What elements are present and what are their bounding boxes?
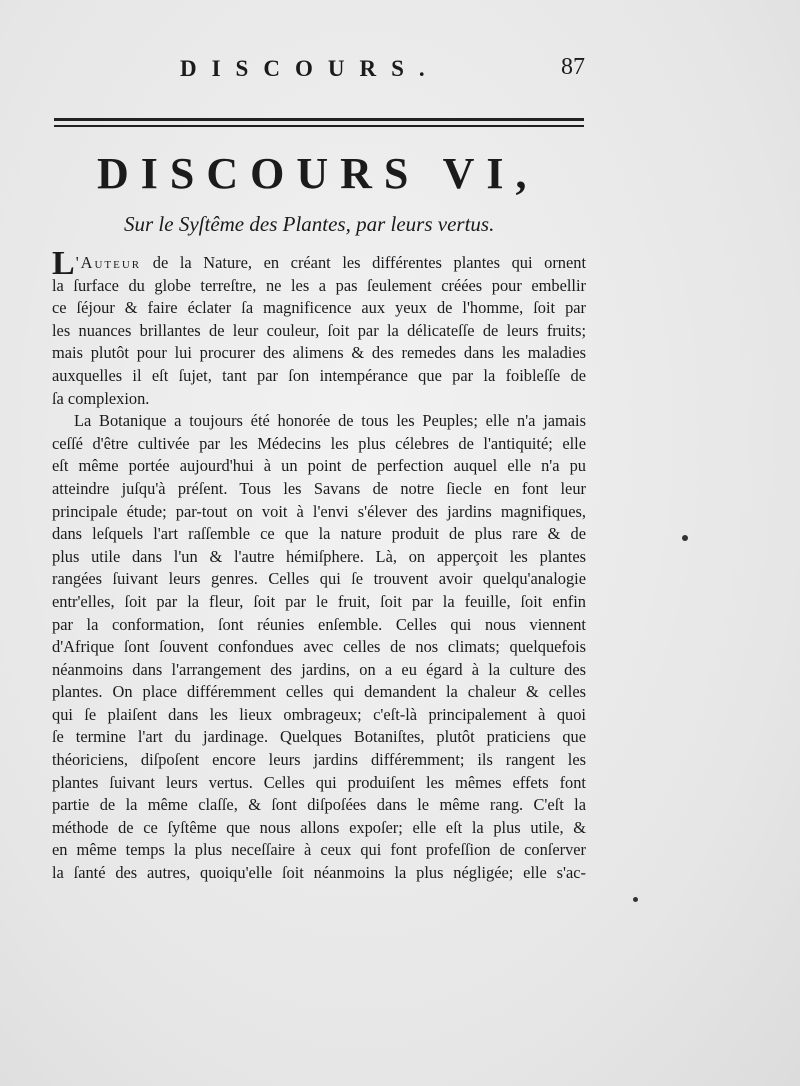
- text-line: plantes ſuivant leurs vertus. Celles qui produiſent les mêmes effets font: [52, 772, 586, 792]
- text-line: la ſanté des autres, quoiqu'elle ſoit néanmoins la plus négligée; elle s'ac-: [52, 863, 586, 883]
- text-line: La Botanique a toujours été honorée de tous les Peuples; elle n'a jamais: [74, 411, 586, 431]
- ink-speck: [682, 535, 688, 541]
- text-line: dans leſquels l'art raſſemble ce que la nature produit de plus rare & de: [52, 524, 586, 544]
- text-line: principale étude; par-tout on voit à l'envi s'élever des jardins magnifiques,: [52, 501, 586, 521]
- text-line: par la conformation, ſont réunies enſemble. Celles qui nous viennent: [52, 614, 586, 634]
- text-line: néanmoins dans l'arrangement des jardins, on a eu égard à la culture des: [52, 659, 586, 679]
- text-line: théoriciens, diſpoſent encore leurs jardins différemment; ils rangent les: [52, 750, 586, 770]
- body-text: [52, 252, 586, 885]
- text-line: les nuances brillantes de leur couleur, ſoit par la délicateſſe de leurs fruits;: [52, 320, 586, 340]
- first-word: 'Auteur: [75, 253, 142, 272]
- page-number: 87: [561, 54, 585, 80]
- chapter-title: DISCOURS VI,: [97, 149, 539, 198]
- text-line: la ſurface du globe terreſtre, ne les a pas ſeulement créées pour embellir: [52, 275, 586, 295]
- text-line: eſt même portée aujourd'hui à un point de perfection auquel elle n'a pu: [52, 456, 586, 476]
- text-line: ſe termine l'art du jardinage. Quelques Botaniſtes, plutôt praticiens que: [52, 727, 586, 747]
- chapter-subtitle: Sur le Syſtême des Plantes, par leurs vertus.: [124, 212, 495, 236]
- text-line: entr'elles, ſoit par la fleur, ſoit par le fruit, ſoit par la feuille, ſoit enfin: [52, 591, 586, 611]
- text-line: qui ſe plaiſent dans les lieux ombrageux; c'eſt-là principalement à quoi: [52, 704, 586, 724]
- text-line: mais plutôt pour lui procurer des alimens & des remedes dans les maladies: [52, 343, 586, 363]
- text-line: plantes. On place différemment celles qui demandent la chaleur & celles: [52, 682, 586, 702]
- text-line: atteindre juſqu'à préſent. Tous les Savans de notre ſiecle en font leur: [52, 478, 586, 498]
- text-line: ce ſéjour & faire éclater ſa magnificence aux yeux de l'homme, ſoit par: [52, 298, 586, 318]
- text-line: partie de la même claſſe, & ſont diſpoſées dans le même rang. C'eſt la: [52, 795, 586, 815]
- text-line: ceſſé d'être cultivée par les Médecins les plus célebres de l'antiquité; elle: [52, 433, 586, 453]
- text-line: rangées ſuivant leurs genres. Celles qui ſe trouvent avoir quelqu'analogie: [52, 569, 586, 589]
- text-line: d'Afrique ſont ſouvent confondues avec celles de nos climats; quelquefois: [52, 637, 586, 657]
- text-line: en même temps la plus neceſſaire à ceux qui font profeſſion de conſerver: [52, 840, 586, 860]
- drop-cap: L: [52, 252, 75, 275]
- running-head: DISCOURS.: [180, 56, 440, 81]
- header-rule-thick: [54, 118, 584, 121]
- text-line: plus utile dans l'un & l'autre hémiſphere. Là, on apperçoit les plantes: [52, 546, 586, 566]
- text-line: auxquelles il eſt ſujet, tant par ſon intempérance que par la foibleſſe de: [52, 365, 586, 385]
- first-line-rest: de la Nature, en créant les différentes plantes qui ornent: [141, 253, 586, 272]
- text-line: ſa complexion.: [52, 388, 150, 408]
- header-rule-thin: [54, 125, 584, 127]
- text-line: méthode de ce ſyſtême que nous allons expoſer; elle eſt la plus utile, &: [52, 817, 586, 837]
- text-line-first: [52, 252, 586, 275]
- ink-speck: [633, 897, 638, 902]
